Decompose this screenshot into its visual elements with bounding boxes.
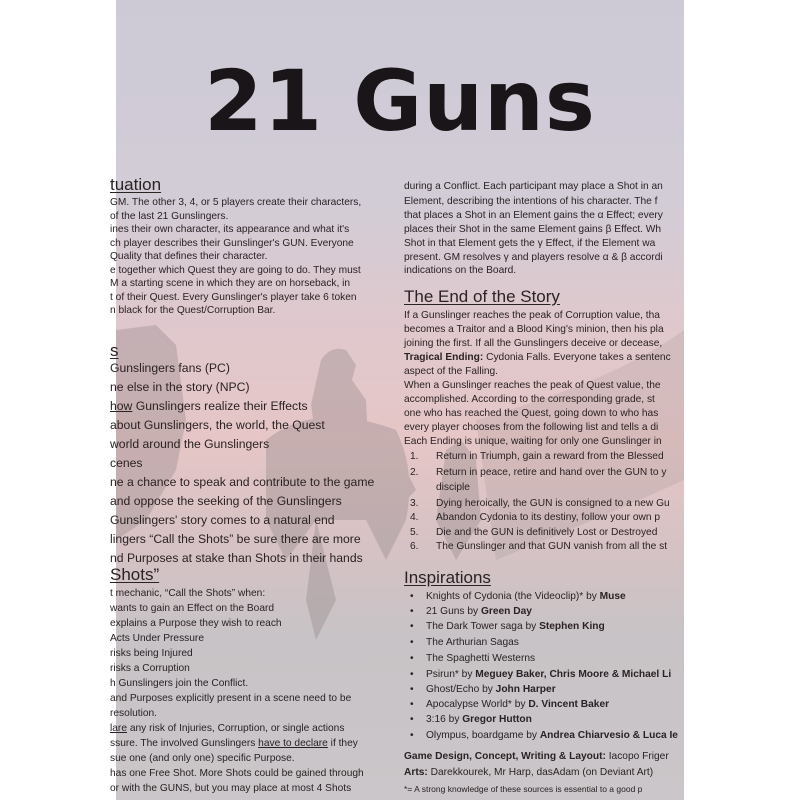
underlined-word: lare xyxy=(110,723,127,734)
ending-item xyxy=(404,498,670,509)
bullet-icon: • xyxy=(410,714,414,725)
credit-line xyxy=(404,751,669,762)
left-column xyxy=(110,0,396,800)
text-line: h Gunslingers join the Conflict. xyxy=(110,678,249,689)
inspiration-title: The Dark Tower saga xyxy=(426,621,523,632)
text-line: ne a chance to speak and contribute to the game xyxy=(110,475,375,489)
text-span: if they xyxy=(327,738,358,749)
underlined-word: how xyxy=(110,399,133,413)
inspiration-author: John Harper xyxy=(495,684,556,695)
inspiration-item xyxy=(404,591,626,602)
right-column xyxy=(404,0,694,800)
inspiration-by: by xyxy=(479,684,496,695)
text-line: Gunslingers' story comes to a natural end xyxy=(110,513,335,527)
credit-line xyxy=(404,767,653,778)
inspiration-title: Ghost/Echo xyxy=(426,684,480,695)
text-line: Shot in that Element gets the γ Effect, if the Element wa xyxy=(404,238,656,249)
list-text: Dying heroically, the GUN is consigned to a new Gu xyxy=(436,498,670,509)
underlined-phrase: have to declare xyxy=(258,738,328,749)
text-line: during a Conflict. Each participant may place a Shot in an xyxy=(404,181,663,192)
inspiration-item xyxy=(404,669,671,680)
text-line: If a Gunslinger reaches the peak of Corruption value, tha xyxy=(404,310,660,321)
inspiration-title: Olympus, boardgame xyxy=(426,730,524,741)
inspiration-title: 3:16 xyxy=(426,714,446,725)
text-line: and Purposes explicitly present in a scene need to be xyxy=(110,693,352,704)
inspiration-author: Muse xyxy=(599,591,626,602)
text-line: ines their own character, its appearance and what it's xyxy=(110,224,350,235)
bullet-icon: • xyxy=(410,637,414,648)
heading-situation: tuation xyxy=(110,175,162,194)
text-line: cenes xyxy=(110,456,143,470)
text-line: n black for the Quest/Corruption Bar. xyxy=(110,305,276,316)
page-title: 21 Guns xyxy=(204,52,596,150)
bullet-icon: • xyxy=(410,606,414,617)
inspiration-item xyxy=(404,621,605,632)
text-span: Cydonia Falls. Everyone takes a sentenc xyxy=(483,352,671,363)
inspiration-author: Stephen King xyxy=(539,621,605,632)
bullet-icon: • xyxy=(410,669,414,680)
bullet-icon: • xyxy=(410,653,414,664)
text-span: ssure. The involved Gunslingers xyxy=(110,738,259,749)
list-text: Die and the GUN is definitively Lost or Destroyed xyxy=(436,527,658,538)
text-line xyxy=(110,723,344,734)
inspiration-item xyxy=(404,730,678,741)
text-line: joining the first. If all the Gunslingers deceive or decease, xyxy=(404,338,663,349)
text-line: Acts Under Pressure xyxy=(110,633,204,644)
inspiration-item xyxy=(404,714,532,725)
list-number: 5. xyxy=(410,527,419,538)
heading-inspirations: Inspirations xyxy=(404,568,491,587)
inspiration-author: Meguey Baker, Chris Moore & Michael Li xyxy=(475,669,672,680)
footnote: *= A strong knowledge of these sources is essential to a good p xyxy=(404,784,643,794)
inspiration-author: Gregor Hutton xyxy=(462,714,532,725)
inspiration-author: Andrea Chiarvesio & Luca Ie xyxy=(539,730,678,741)
text-line xyxy=(110,738,358,749)
inspiration-title: 21 Guns xyxy=(426,606,465,617)
text-line: Quality that defines their character. xyxy=(110,251,268,262)
list-number: 4. xyxy=(410,512,419,523)
text-line: Element, describing the intentions of his character. The f xyxy=(404,196,658,207)
ending-item xyxy=(404,512,660,523)
text-line: every player chooses from the following list and tells a di xyxy=(404,422,659,433)
text-line: about Gunslingers, the world, the Quest xyxy=(110,418,325,432)
inspiration-author: Green Day xyxy=(480,606,532,617)
text-line: world around the Gunslingers xyxy=(110,437,270,451)
text-line: lingers “Call the Shots” be sure there are more xyxy=(110,532,361,546)
inspiration-item xyxy=(404,699,609,710)
text-line: t mechanic, “Call the Shots” when: xyxy=(110,588,266,599)
ending-item xyxy=(404,451,664,462)
text-line: Each Ending is unique, waiting for only one Gunslinger in xyxy=(404,436,662,447)
text-line: present. GM resolves γ and players resolve α & β accordi xyxy=(404,252,663,263)
list-text: Abandon Cydonia to its destiny, follow your own p xyxy=(436,512,661,523)
list-number: 2. xyxy=(410,467,419,478)
text-span: Gunslingers realize their Effects xyxy=(132,399,308,413)
text-line: resolution. xyxy=(110,708,158,719)
text-line: t of their Quest. Every Gunslinger's player take 6 token xyxy=(110,292,357,303)
inspiration-title: Psirun* xyxy=(426,669,459,680)
heading-roles: s xyxy=(110,341,119,360)
inspiration-item xyxy=(404,606,532,617)
text-line: of the last 21 Gunslingers. xyxy=(110,211,229,222)
list-text: Return in peace, retire and hand over the GUN to y xyxy=(436,467,667,478)
inspiration-title: Apocalypse World* xyxy=(426,699,512,710)
credit-label: Game Design, Concept, Writing & Layout: xyxy=(404,751,606,762)
text-line: nd Purposes at stake than Shots in their hands xyxy=(110,551,363,565)
text-line: or with the GUNS, but you may place at most 4 Shots xyxy=(110,783,352,794)
text-line: and oppose the seeking of the Gunslingers xyxy=(110,494,342,508)
heading-call-the-shots: Shots” xyxy=(110,565,160,584)
list-number: 1. xyxy=(410,451,419,462)
text-line: e together which Quest they are going to do. They must xyxy=(110,265,361,276)
text-line: ne else in the story (NPC) xyxy=(110,380,250,394)
text-line: wants to gain an Effect on the Board xyxy=(110,603,275,614)
inspiration-by: by xyxy=(522,621,540,632)
inspiration-by: by xyxy=(445,714,463,725)
list-text: The Gunslinger and that GUN vanish from all the st xyxy=(436,541,668,552)
text-span: any risk of Injuries, Corruption, or single actions xyxy=(127,723,345,734)
text-line: M a starting scene in which they are on horseback, in xyxy=(110,278,351,289)
bullet-icon: • xyxy=(410,684,414,695)
ending-item xyxy=(404,527,657,538)
inspiration-title: The Arthurian Sagas xyxy=(426,637,519,648)
ending-item-continuation: disciple xyxy=(436,482,470,493)
list-number: 3. xyxy=(410,498,419,509)
inspiration-by: by xyxy=(464,606,481,617)
inspiration-title: The Spaghetti Westerns xyxy=(426,653,536,664)
text-line: one who has reached the Quest, going down to who has xyxy=(404,408,659,419)
inspiration-by: by xyxy=(511,699,529,710)
text-line: When a Gunslinger reaches the peak of Quest value, the xyxy=(404,380,661,391)
text-line: becomes a Traitor and a Blood King's minion, then his pla xyxy=(404,324,664,335)
text-line: ch player describes their Gunslinger's GUN. Everyone xyxy=(110,238,354,249)
inspiration-item xyxy=(404,653,535,664)
inspiration-item xyxy=(404,637,519,648)
bullet-icon: • xyxy=(410,699,414,710)
text-line: risks a Corruption xyxy=(110,663,190,674)
text-line: has one Free Shot. More Shots could be gained through xyxy=(110,768,364,779)
inspiration-by: by xyxy=(523,730,540,741)
text-line: sue one (and only one) specific Purpose. xyxy=(110,753,295,764)
bullet-icon: • xyxy=(410,591,414,602)
text-line: risks being Injured xyxy=(110,648,193,659)
credit-value: Iacopo Friger xyxy=(605,751,669,762)
inspiration-item xyxy=(404,684,556,695)
bullet-icon: • xyxy=(410,730,414,741)
text-line: Gunslingers fans (PC) xyxy=(110,361,230,375)
list-text: Return in Triumph, gain a reward from the Blessed xyxy=(436,451,664,462)
text-line xyxy=(404,352,671,363)
text-line: places their Shot in the same Element gains β Effect. Wh xyxy=(404,224,662,235)
credit-value: Darekkourek, Mr Harp, dasAdam (on Deviant Art) xyxy=(427,767,654,778)
ending-item xyxy=(404,467,666,478)
text-line: GM. The other 3, 4, or 5 players create their characters, xyxy=(110,197,362,208)
text-line: explains a Purpose they wish to reach xyxy=(110,618,282,629)
list-number: 6. xyxy=(410,541,419,552)
text-line: aspect of the Falling. xyxy=(404,366,499,377)
bold-label: Tragical Ending: xyxy=(404,352,484,363)
text-line: accomplished. According to the corresponding grade, st xyxy=(404,394,655,405)
text-line xyxy=(110,399,308,413)
heading-end-of-story: The End of the Story xyxy=(404,287,560,306)
document-page xyxy=(110,0,684,800)
inspiration-title: Knights of Cydonia (the Videoclip)* xyxy=(426,591,584,602)
inspiration-by: by xyxy=(458,669,476,680)
inspiration-by: by xyxy=(583,591,600,602)
text-line: indications on the Board. xyxy=(404,265,517,276)
inspiration-author: D. Vincent Baker xyxy=(528,699,610,710)
bullet-icon: • xyxy=(410,621,414,632)
ending-item xyxy=(404,541,667,552)
credit-label: Arts: xyxy=(404,767,428,778)
text-line: that places a Shot in an Element gains the α Effect; every xyxy=(404,210,663,221)
